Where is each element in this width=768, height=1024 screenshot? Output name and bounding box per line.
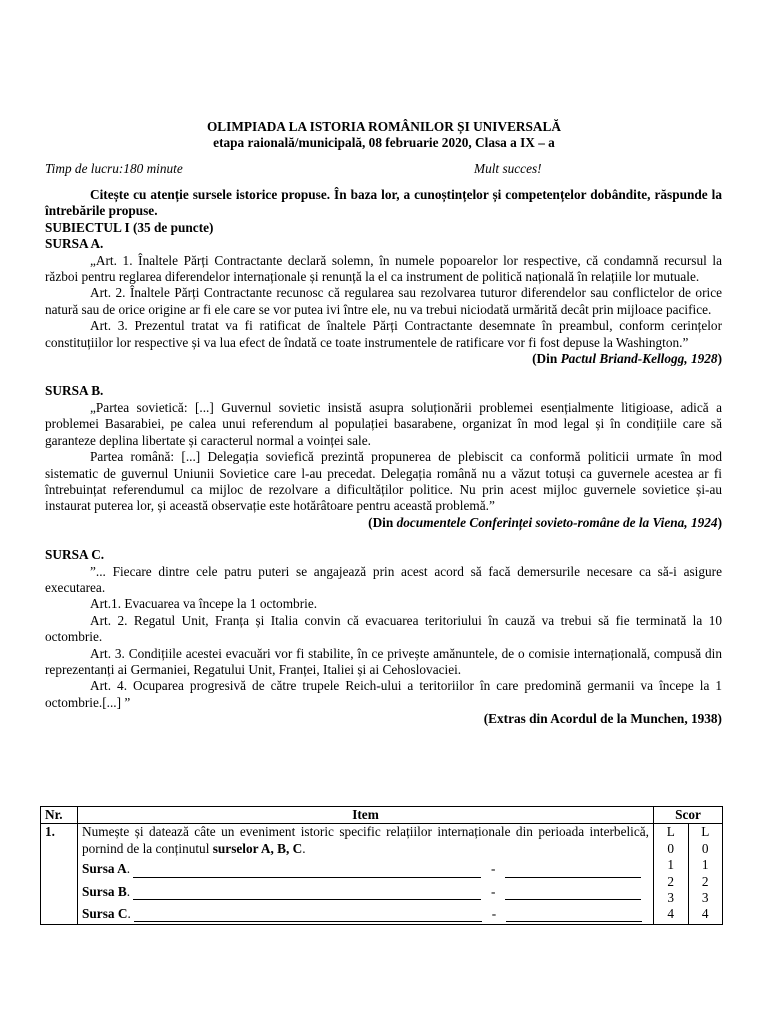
instructions: Citește cu atenție sursele istorice propuse. În baza lor, a cunoștințelor și competențelor dobândite, răspunde la întrebările propuse. — [45, 187, 722, 219]
row-item — [78, 824, 654, 925]
document-subtitle: etapa raională/municipală, 08 februarie 2020, Clasa a IX – a — [213, 135, 555, 150]
source-b-paragraph: Partea română: [...] Delegația soviefică prezintă propunerea de plebiscit ca conformă politicii urmate în mod sistematic de guvernul Uniunii Sovietice care l-au precedat. Delegația română nu a văzut totuși ca guvernele acestea ar fi întrebuințat referendumul ca mijloc de rezolvare a dificultăților politice. Nu prin acest mijloc guvernele sovietice și-au instaurat puterea lor, și această observație este hotărâtoare pentru această problemă.” — [45, 449, 722, 514]
header-item: Item — [78, 807, 654, 824]
score-value[interactable]: 1 — [667, 857, 675, 873]
source-b-paragraph: „Partea sovietică: [...] Guvernul sovietic insistă asupra soluționării problemei esențialmente litigioase, adică a problemei Basarabiei, pe calea unui referendum al populației basarabene, organizat în mod legal și în condițiile care să garanteze deplina libertate și caracterul normal a voinței sale. — [45, 399, 722, 448]
source-b-citation — [45, 515, 722, 531]
citation-title: Pactul Briand-Kellogg, 1928 — [560, 351, 718, 367]
question-text — [82, 824, 649, 857]
score-value[interactable]: 3 — [667, 890, 675, 906]
source-c-paragraph: Art. 2. Regatul Unit, Franța și Italia convin că evacuarea teritoriului în cauză va trebui să fie terminată la 10 octombrie. — [45, 612, 722, 645]
date-answer-line[interactable] — [506, 910, 642, 922]
date-answer-line[interactable] — [505, 866, 641, 878]
question-main: Numește și datează câte un eveniment istoric specific relațiilor internaționale din perioada interbelică, pornind de la conținutul — [82, 824, 649, 856]
answer-dash: - — [491, 883, 496, 899]
header-nr: Nr. — [41, 807, 78, 824]
content-body — [45, 187, 722, 728]
citation-title: documentele Conferinței sovieto-române de la Viena, 1924 — [396, 514, 718, 530]
header-score: Scor — [654, 807, 723, 824]
score-column-1 — [654, 824, 689, 925]
row-number: 1. — [41, 824, 78, 925]
citation-suffix: ) — [717, 351, 722, 367]
source-a-paragraph: Art. 2. Înaltele Părți Contractante recunosc că regularea sau rezolvarea tuturor diferendelor sau conflictelor de orice natură sau de orice origine ar fi ele care se vor putea ivi între ele, nu va trebui niciodată urmărită decât prin mijloace pacifice. — [45, 285, 722, 317]
section-title: SUBIECTUL I (35 de puncte) — [45, 219, 214, 235]
answer-dash: - — [491, 906, 497, 922]
score-value[interactable]: 0 — [667, 840, 675, 856]
score-value[interactable]: 2 — [701, 873, 709, 889]
question-end: . — [302, 840, 306, 856]
items-table — [40, 806, 723, 925]
score-value[interactable]: L — [666, 824, 675, 840]
source-c-label: SURSA C. — [45, 547, 105, 563]
score-value[interactable]: 3 — [701, 890, 709, 906]
citation-suffix: ) — [717, 514, 722, 530]
question-sources: surselor A, B, C — [212, 840, 303, 856]
answer-dot: . — [126, 883, 131, 899]
document-title: OLIMPIADA LA ISTORIA ROMÂNILOR ȘI UNIVERSALĂ — [206, 119, 562, 134]
event-answer-line[interactable] — [134, 910, 482, 922]
table-row — [41, 824, 723, 925]
answer-row-b — [82, 884, 649, 900]
event-answer-line[interactable] — [133, 866, 481, 878]
source-c-paragraph: Art. 3. Condițiile acestei evacuări vor fi stabilite, în ce privește amănuntele, de o comisie internațională, compusă din reprezentanți ai Germaniei, Regatului Unit, Franței, Italiei și ai Cehoslovaciei. — [45, 645, 722, 677]
source-c-paragraph: ”... Fiecare dintre cele patru puteri se angajează prin acest acord să facă demersurile necesare ca să-i asigure executarea. — [45, 563, 722, 595]
source-c-paragraph: Art. 4. Ocuparea progresivă de către trupele Reich-ului a teritoriilor în care predomină germanii va începe la 1 octombrie.[...] ” — [45, 678, 722, 710]
citation-prefix: (Din — [532, 351, 561, 367]
score-value[interactable]: 1 — [701, 857, 709, 873]
answer-dot: . — [126, 861, 131, 877]
answer-label: Sursa B — [82, 883, 127, 899]
source-c-citation: (Extras din Acordul de la Munchen, 1938) — [483, 711, 722, 727]
answer-label: Sursa A — [82, 861, 127, 877]
source-a-paragraph: Art. 3. Prezentul tratat va fi ratificat de înaltele Părți Contractante desemnate în preambul, conform cerințelor constituțiilor lor respective și va lua efect de îndată ce toate instrumentele de ratificare vor fi fost depuse la Washington.” — [45, 318, 722, 350]
answer-dash: - — [491, 861, 496, 877]
event-answer-line[interactable] — [133, 888, 481, 900]
score-value[interactable]: 0 — [701, 840, 709, 856]
table-header-row — [41, 807, 723, 824]
source-a-paragraph: „Art. 1. Înaltele Părți Contractante declară solemn, în numele popoarelor lor respective, că condamnă recursul la război pentru reglarea diferendelor internaționale și renunță la el ca instrument de politică națională în relațiile lor mutuale. — [45, 252, 722, 285]
citation-prefix: (Din — [368, 514, 397, 530]
answer-row-c — [82, 906, 649, 922]
score-value[interactable]: 2 — [667, 873, 675, 889]
date-answer-line[interactable] — [505, 888, 641, 900]
source-a-citation — [45, 351, 722, 367]
source-c-paragraph: Art.1. Evacuarea va începe la 1 octombrie. — [90, 596, 318, 612]
score-value[interactable]: 4 — [667, 906, 675, 922]
source-b-label: SURSA B. — [45, 383, 104, 399]
score-value[interactable]: 4 — [701, 906, 709, 922]
score-column-2 — [688, 824, 723, 925]
source-a-label: SURSA A. — [45, 236, 104, 252]
good-luck: Mult succes! — [474, 161, 542, 176]
answer-row-a — [82, 861, 649, 877]
time-limit: Timp de lucru:180 minute — [45, 161, 183, 176]
answer-label: Sursa C — [82, 906, 128, 922]
answer-dot: . — [127, 906, 131, 922]
score-value[interactable]: L — [701, 824, 710, 840]
